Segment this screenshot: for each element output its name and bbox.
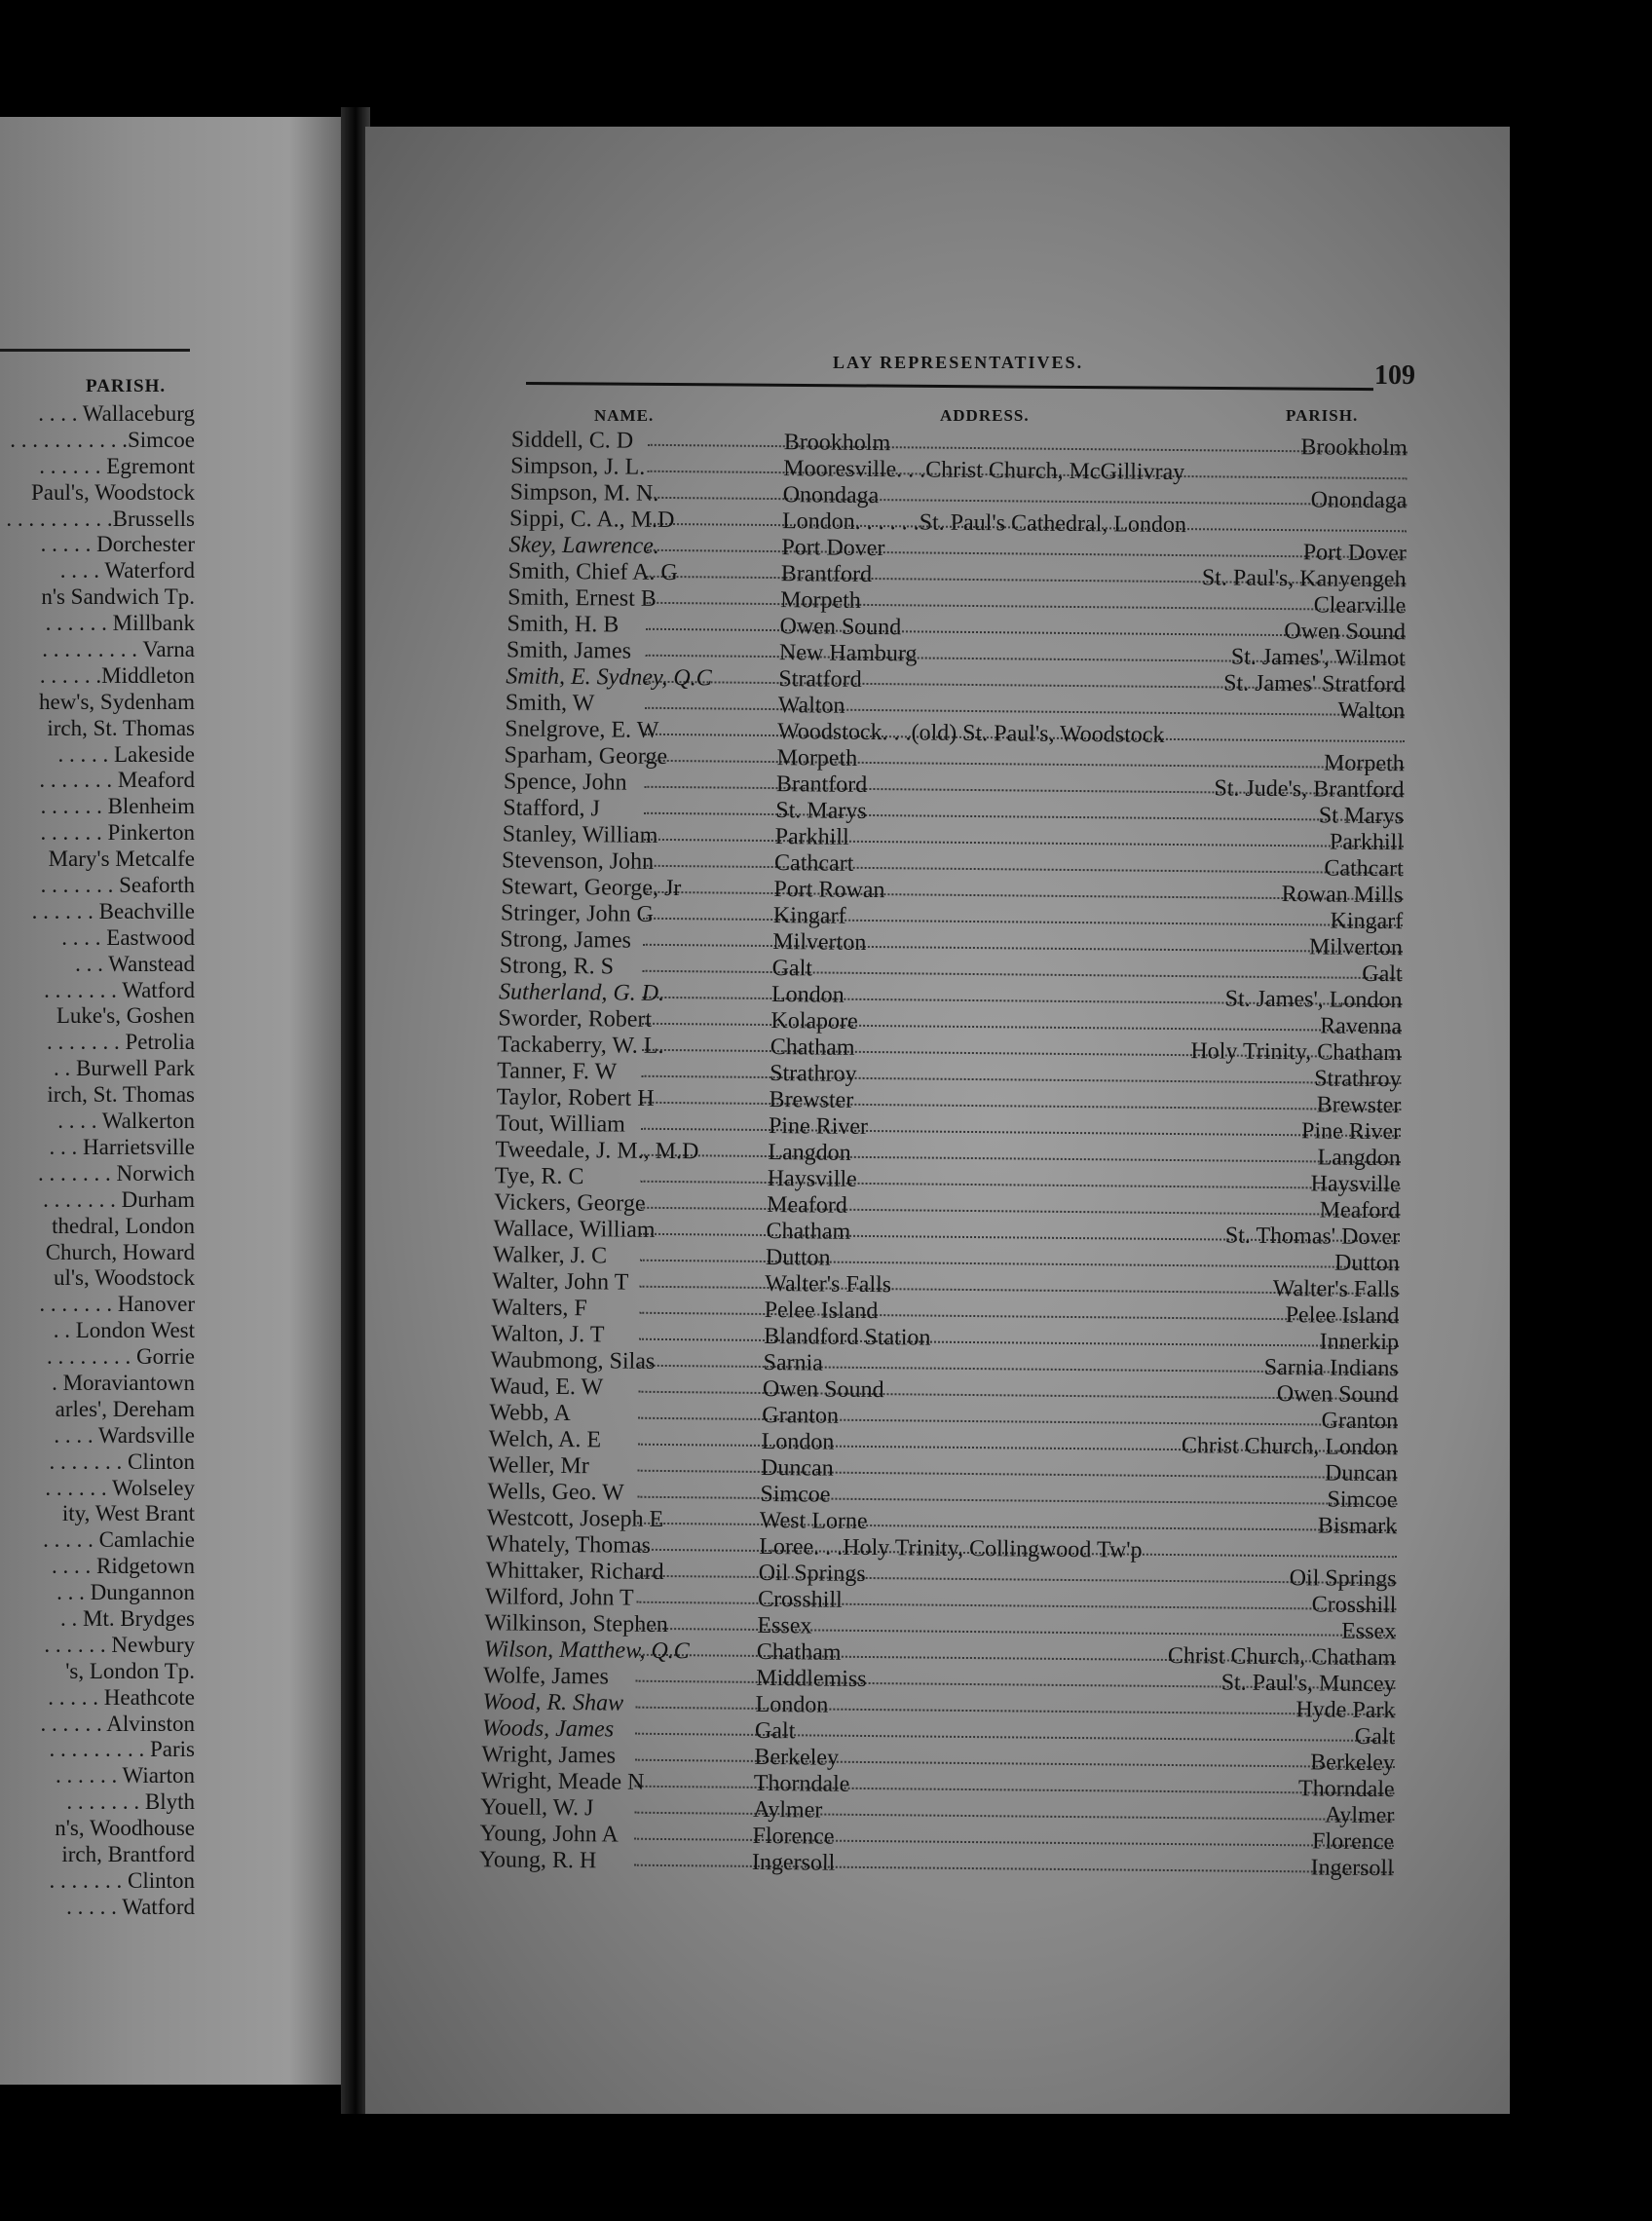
address: Morpeth xyxy=(780,587,861,614)
leader-dots xyxy=(643,970,1403,979)
representative-name: Walker, J. C xyxy=(492,1242,608,1269)
address: Chatham xyxy=(756,1638,842,1666)
representative-name: Woods, James xyxy=(481,1715,615,1743)
address: New Hamburg xyxy=(778,640,918,667)
parish: Aylmer xyxy=(1325,1802,1395,1829)
address: Mooresville. . .Christ Church, McGillivray xyxy=(783,456,1185,486)
address: Langdon xyxy=(768,1140,851,1166)
page-number: 109 xyxy=(1374,360,1415,391)
parish-entry: Church, Howard xyxy=(45,1239,195,1264)
address: Essex xyxy=(757,1612,812,1639)
leader-dots xyxy=(642,1075,1402,1084)
address: Milverton xyxy=(772,929,867,956)
parish: St. Paul's, Kanyengeh xyxy=(1201,565,1407,593)
parish-column-heading: PARISH. xyxy=(86,376,167,396)
parish-entry: Mary's Metcalfe xyxy=(48,847,195,872)
address: Ingersoll xyxy=(751,1849,836,1876)
address: London. . . . . .St. Paul's Cathedral, London xyxy=(781,508,1187,539)
header-rule xyxy=(0,349,190,352)
parish-entry: . . . . . . . Clinton xyxy=(49,1449,195,1474)
parish-entry: . Moraviantown xyxy=(52,1370,195,1395)
leader-dots xyxy=(644,865,1404,874)
representative-name: Tanner, F. W xyxy=(497,1058,618,1085)
parish-entry: thedral, London xyxy=(52,1213,195,1238)
address: Pelee Island xyxy=(764,1297,879,1325)
parish-entry: . . . Harrietsville xyxy=(49,1134,195,1159)
parish-entry: . . . . . . . . . .Brussells xyxy=(6,506,195,531)
address: London xyxy=(770,982,845,1008)
parish-entry: 's, London Tp. xyxy=(65,1658,195,1683)
leader-dots xyxy=(641,1181,1401,1189)
parish: St. James' Stratford xyxy=(1223,670,1406,698)
address: Walter's Falls xyxy=(765,1270,892,1299)
parish: Owen Sound xyxy=(1276,1381,1399,1409)
running-head: LAY REPRESENTATIVES. xyxy=(833,353,1084,372)
parish: Galt xyxy=(1362,960,1403,988)
leader-dots xyxy=(643,944,1403,953)
parish: Langdon xyxy=(1317,1145,1401,1172)
parish: Strathroy xyxy=(1314,1066,1402,1093)
address: Brantford xyxy=(780,561,873,587)
address: Woodstock. . .(old) St. Paul's, Woodstock xyxy=(777,719,1165,748)
parish: Granton xyxy=(1321,1408,1399,1435)
right-page xyxy=(365,127,1510,2114)
representative-name: Sippi, C. A., M.D xyxy=(508,506,675,534)
representative-name: Stewart, George, Jr xyxy=(501,874,682,902)
parish: Oil Springs xyxy=(1289,1565,1397,1593)
parish-entry: hew's, Sydenham xyxy=(38,689,195,714)
representative-name: Taylor, Robert H xyxy=(496,1084,655,1111)
parish-entry: . . . . . . . Petrolia xyxy=(46,1030,195,1055)
representative-name: Stringer, John G xyxy=(500,900,655,927)
parish: Meaford xyxy=(1319,1197,1401,1224)
parish-entry: . . . . . . . . Gorrie xyxy=(46,1344,195,1370)
leader-dots xyxy=(642,1023,1402,1032)
representative-name: Whately, Thomas xyxy=(486,1531,652,1559)
address: Chatham xyxy=(770,1035,855,1061)
address: Simcoe xyxy=(760,1481,831,1508)
parish-column-heading: PARISH. xyxy=(1286,406,1359,425)
representative-name: Vickers, George xyxy=(494,1189,646,1217)
parish: Innerkip xyxy=(1319,1329,1400,1356)
parish: St. Paul's, Muncey xyxy=(1220,1670,1396,1698)
representative-name: Smith, E. Sydney, Q.C xyxy=(506,663,712,692)
address: Aylmer xyxy=(753,1796,823,1824)
parish-entry: . . London West xyxy=(53,1318,195,1343)
parish-entry: . . . . Ridgetown xyxy=(52,1554,195,1579)
parish-entry: . . . . . . . Clinton xyxy=(49,1867,195,1893)
parish-entry: irch, St. Thomas xyxy=(47,1082,195,1108)
address: Loree. . .Holy Trinity, Collingwood Tw'p xyxy=(759,1533,1143,1563)
leader-dots xyxy=(638,1417,1398,1426)
parish-entry: . . . . . . . Watford xyxy=(44,977,195,1002)
address: Blandford Station xyxy=(764,1323,931,1351)
representative-name: Westcott, Joseph E xyxy=(486,1505,664,1532)
address: Meaford xyxy=(767,1191,847,1219)
parish: Morpeth xyxy=(1323,750,1405,777)
parish: Pine River xyxy=(1300,1118,1402,1146)
representative-name: Spence, John xyxy=(503,769,627,796)
representatives-table xyxy=(352,426,1510,1883)
address: Strathroy xyxy=(770,1061,857,1087)
representative-name: Sparham, George xyxy=(504,742,668,770)
leader-dots xyxy=(647,549,1407,558)
parish-entry: . . . . . . . Meaford xyxy=(39,768,195,793)
parish-entry: n's Sandwich Tp. xyxy=(41,584,195,610)
leader-dots xyxy=(634,1864,1394,1873)
parish-entry: . . . . Walkerton xyxy=(57,1109,195,1134)
leader-dots xyxy=(640,1207,1400,1216)
leader-dots xyxy=(637,1575,1397,1584)
address: Dutton xyxy=(765,1244,831,1271)
representative-name: Wolfe, James xyxy=(483,1663,610,1690)
representative-name: Strong, James xyxy=(500,926,632,954)
parish-entry: . . . Dungannon xyxy=(56,1580,195,1605)
representative-name: Smith, W xyxy=(505,690,595,717)
address: Haysville xyxy=(767,1165,857,1192)
leader-dots xyxy=(634,1838,1394,1847)
leader-dots xyxy=(635,1786,1395,1794)
parish: St. James', Wilmot xyxy=(1230,644,1406,672)
parish: St. James', London xyxy=(1224,986,1403,1014)
parish: Christ Church, London xyxy=(1181,1433,1399,1461)
parish: Duncan xyxy=(1324,1460,1398,1487)
address: Galt xyxy=(771,956,813,982)
leader-dots xyxy=(645,707,1405,716)
parish-entry: . . . . . . . . . Paris xyxy=(49,1737,195,1762)
leader-dots xyxy=(648,444,1408,453)
address: Sarnia xyxy=(763,1349,823,1376)
parish-entry: . . . . Wardsville xyxy=(54,1422,195,1448)
parish-entry: ity, West Brant xyxy=(61,1501,195,1526)
parish-list xyxy=(0,401,195,1921)
parish-entry: . . . . . . Wolseley xyxy=(45,1475,195,1500)
parish-entry: . . . . Waterford xyxy=(59,558,195,583)
address: London xyxy=(755,1691,829,1718)
parish-entry: . . . . . . . Blyth xyxy=(66,1789,195,1815)
leader-dots xyxy=(635,1733,1395,1742)
representative-name: Tout, William xyxy=(495,1110,626,1138)
parish-entry: . . . . . Heathcote xyxy=(48,1684,195,1710)
parish-entry: irch, St. Thomas xyxy=(47,715,195,740)
address: Parkhill xyxy=(774,824,849,850)
parish-entry: . . . . . . . Hanover xyxy=(39,1292,195,1317)
parish: Hyde Park xyxy=(1295,1697,1396,1724)
representative-name: Wilford, John T xyxy=(484,1584,634,1611)
parish: Holy Trinity, Chatham xyxy=(1190,1038,1402,1067)
address: Stratford xyxy=(778,666,862,693)
parish-entry: . . . . . . . Durham xyxy=(43,1186,195,1212)
address: Owen Sound xyxy=(779,614,902,641)
address: Middlemiss xyxy=(756,1665,867,1692)
address: Brantford xyxy=(775,772,868,798)
parish: St. Jude's, Brantford xyxy=(1214,775,1405,804)
representative-name: Young, John A xyxy=(479,1821,619,1848)
parish-entry: . . . . . . Beachville xyxy=(31,898,195,923)
address: Thorndale xyxy=(753,1770,850,1797)
leader-dots xyxy=(641,1128,1401,1137)
representative-name: Tackaberry, W. L. xyxy=(497,1032,664,1059)
parish-entry: . . . . . . . Seaforth xyxy=(40,873,195,898)
left-page xyxy=(0,117,341,2085)
representative-name: Young, R. H xyxy=(478,1847,597,1874)
leader-dots xyxy=(635,1759,1395,1768)
parish: Rowan Mills xyxy=(1281,882,1404,909)
leader-dots xyxy=(640,1260,1400,1268)
representative-name: Strong, R. S xyxy=(499,953,615,980)
leader-dots xyxy=(638,1470,1398,1479)
representative-name: Waud, E. W xyxy=(489,1374,604,1401)
leader-dots xyxy=(635,1707,1395,1715)
representative-name: Whittaker, Richard xyxy=(485,1558,664,1585)
representative-name: Wells, Geo. W xyxy=(487,1479,624,1506)
representative-name: Smith, Chief A. G xyxy=(507,558,678,586)
parish: Bismark xyxy=(1317,1513,1398,1540)
leader-dots xyxy=(636,1628,1396,1637)
leader-dots xyxy=(639,1338,1399,1347)
parish-entry: n's, Woodhouse xyxy=(55,1816,195,1841)
parish: Galt xyxy=(1354,1723,1396,1750)
address: Onondaga xyxy=(782,482,880,509)
representative-name: Tye, R. C xyxy=(494,1163,584,1190)
representative-name: Waubmong, Silas xyxy=(490,1347,656,1374)
representative-name: Wood, R. Shaw xyxy=(482,1689,624,1716)
parish: Dutton xyxy=(1333,1250,1400,1277)
address: Port Rowan xyxy=(773,877,885,904)
name-column-heading: NAME. xyxy=(594,406,655,425)
parish-entry: . . . . . . Millbank xyxy=(45,611,195,636)
parish-entry: . . . Wanstead xyxy=(75,951,195,976)
representative-name: Walters, F xyxy=(491,1295,587,1322)
parish-entry: . . . . . . Blenheim xyxy=(40,794,195,819)
address: Kolapore xyxy=(770,1008,858,1035)
parish-entry: . . . . . . Alvinston xyxy=(40,1711,195,1736)
parish-entry: . . . . Wallaceburg xyxy=(38,401,195,426)
address: Berkeley xyxy=(754,1744,840,1771)
leader-dots xyxy=(637,1496,1397,1505)
representative-name: Wilkinson, Stephen xyxy=(484,1610,668,1638)
parish-entry: . . Mt. Brydges xyxy=(60,1605,195,1631)
address: Granton xyxy=(762,1402,840,1429)
representative-name: Walton, J. T xyxy=(491,1321,605,1348)
leader-dots xyxy=(641,1154,1401,1163)
parish-entry: . . Burwell Park xyxy=(53,1056,195,1081)
representative-name: Snelgrove, E. W xyxy=(505,716,659,743)
representative-name: Wright, Meade N xyxy=(480,1768,645,1795)
representative-name: Simpson, J. L. xyxy=(510,453,646,480)
parish-entry: . . . . . . . . . Varna xyxy=(42,637,195,662)
leader-dots xyxy=(645,760,1405,769)
representative-name: Stafford, J xyxy=(503,795,601,822)
parish-entry: . . . . . . Egremont xyxy=(39,453,195,478)
leader-dots xyxy=(634,1812,1394,1821)
leader-dots xyxy=(641,1102,1401,1110)
parish: Essex xyxy=(1341,1618,1397,1645)
representative-name: Tweedale, J. M., M.D xyxy=(495,1137,699,1165)
parish-entry: irch, Brantford xyxy=(61,1841,195,1866)
address: Cathcart xyxy=(773,850,854,877)
parish-entry: . . . . . . Newbury xyxy=(44,1632,195,1657)
address: Galt xyxy=(754,1717,796,1745)
address: London xyxy=(761,1428,835,1455)
address-column-heading: ADDRESS. xyxy=(940,406,1030,425)
parish: Owen Sound xyxy=(1284,619,1407,646)
address: Chatham xyxy=(766,1218,851,1245)
parish: Milverton xyxy=(1308,934,1404,961)
parish: Clearville xyxy=(1313,592,1407,620)
parish: Thorndale xyxy=(1297,1776,1395,1803)
address: Brewster xyxy=(769,1087,854,1113)
representative-name: Stevenson, John xyxy=(501,847,655,875)
parish-entry: . . . . . . . . . . .Simcoe xyxy=(10,427,195,452)
leader-dots xyxy=(646,602,1406,611)
parish: Sarnia Indians xyxy=(1263,1354,1399,1382)
parish: Port Dover xyxy=(1302,540,1407,567)
parish: St Marys xyxy=(1318,803,1405,830)
address: Duncan xyxy=(760,1454,834,1482)
parish: Ingersoll xyxy=(1310,1855,1394,1882)
representative-name: Wallace, William xyxy=(493,1216,656,1243)
address: West Lorne xyxy=(759,1507,868,1535)
parish-entry: ul's, Woodstock xyxy=(54,1265,195,1291)
address: Owen Sound xyxy=(762,1375,884,1404)
parish-entry: Luke's, Goshen xyxy=(56,1003,195,1029)
parish-entry: . . . . Eastwood xyxy=(61,924,195,950)
parish: Simcoe xyxy=(1327,1487,1398,1514)
address: Oil Springs xyxy=(758,1560,866,1587)
parish: Brookholm xyxy=(1300,434,1408,462)
address: Brookholm xyxy=(783,430,891,457)
representative-name: Stanley, William xyxy=(502,821,658,848)
address: Crosshill xyxy=(757,1586,843,1613)
parish-entry: . . . . . . . Norwich xyxy=(38,1160,195,1186)
representative-name: Smith, James xyxy=(506,637,632,664)
representative-name: Sutherland, G. D. xyxy=(498,979,665,1006)
representative-name: Youell, W. J xyxy=(480,1794,594,1822)
representative-name: Wright, James xyxy=(481,1742,617,1769)
parish-entry: . . . . . Dorchester xyxy=(40,532,195,557)
parish: Brewster xyxy=(1316,1092,1402,1119)
representative-name: Walter, John T xyxy=(492,1268,629,1296)
parish-entry: . . . . . . Wiarton xyxy=(55,1763,195,1788)
parish: Crosshill xyxy=(1311,1592,1397,1619)
representative-name: Smith, H. B xyxy=(507,611,620,638)
parish: Florence xyxy=(1311,1828,1395,1856)
leader-dots xyxy=(637,1523,1397,1531)
representative-name: Sworder, Robert xyxy=(498,1005,653,1033)
address: St. Marys xyxy=(775,798,867,824)
parish-entry: . . . . . .Middleton xyxy=(39,662,195,688)
leader-dots xyxy=(644,812,1404,821)
representative-name: Weller, Mr xyxy=(487,1452,589,1480)
parish-entry: . . . . . . Pinkerton xyxy=(40,820,195,846)
parish: Christ Church, Chatham xyxy=(1167,1642,1397,1672)
parish: Cathcart xyxy=(1324,855,1404,883)
representative-name: Siddell, C. D xyxy=(510,427,634,454)
address: Pine River xyxy=(768,1113,869,1140)
parish: Pelee Island xyxy=(1285,1302,1400,1330)
address: Florence xyxy=(752,1823,835,1850)
parish-entry: Paul's, Woodstock xyxy=(31,479,195,505)
parish: Walter's Falls xyxy=(1272,1275,1400,1303)
address: Port Dover xyxy=(781,535,885,562)
representative-name: Skey, Lawrence. xyxy=(508,532,659,559)
leader-dots xyxy=(647,497,1407,506)
leader-dots xyxy=(636,1601,1396,1610)
parish: Haysville xyxy=(1310,1171,1401,1198)
address: Morpeth xyxy=(776,745,858,772)
leader-dots xyxy=(644,839,1404,847)
parish: Berkeley xyxy=(1310,1750,1395,1777)
address: Kingarf xyxy=(772,903,846,929)
parish: Onondaga xyxy=(1310,487,1408,514)
representative-name: Welch, A. E xyxy=(488,1426,602,1453)
address: Walton xyxy=(777,693,845,719)
parish-entry: arles', Dereham xyxy=(55,1396,195,1421)
parish: Walton xyxy=(1337,697,1406,725)
parish-entry: . . . . . Camlachie xyxy=(43,1527,195,1553)
parish: Ravenna xyxy=(1320,1013,1403,1040)
representative-name: Simpson, M. N. xyxy=(509,479,659,507)
parish: St. Thomas' Dover xyxy=(1224,1223,1401,1251)
parish-entry: . . . . . Watford xyxy=(66,1894,195,1919)
leader-dots xyxy=(643,918,1403,926)
header-rule xyxy=(526,382,1373,391)
representative-name: Webb, A xyxy=(489,1400,571,1427)
representative-name: Wilson, Matthew, Q.C xyxy=(483,1637,690,1665)
parish: Kingarf xyxy=(1330,908,1404,935)
parish: Parkhill xyxy=(1329,829,1405,856)
representative-name: Smith, Ernest B xyxy=(507,584,657,612)
parish-entry: . . . . . Lakeside xyxy=(57,741,195,767)
